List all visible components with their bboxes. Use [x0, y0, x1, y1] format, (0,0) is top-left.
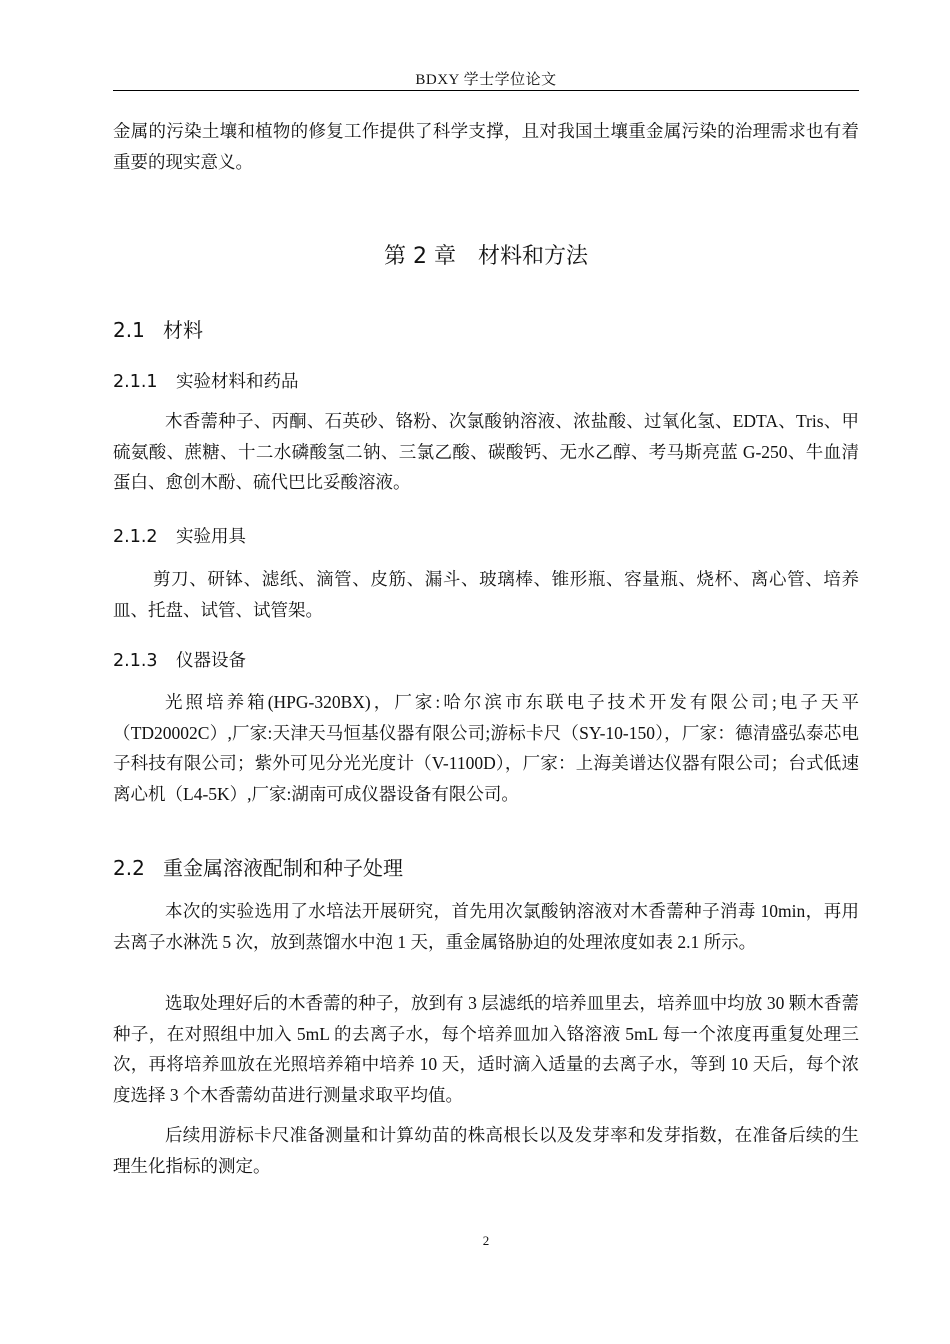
page-header: BDXY 学士学位论文 [415, 72, 557, 88]
method-paragraph-1: 本次的实验选用了水培法开展研究，首先用次氯酸钠溶液对木香薷种子消毒 10min，再用去离子水淋洗 5 次，放到蒸馏水中泡 1 天，重金属铬胁迫的处理浓度如表 2.1 所示。 [113, 901, 859, 952]
subsection-heading-2-1-3 [113, 648, 246, 674]
page-number: 2 [482, 1233, 490, 1248]
subsection-heading-2-1-2 [113, 524, 246, 550]
subsection-heading-2-1-1 [113, 369, 299, 395]
intro-paragraph: 金属的污染土壤和植物的修复工作提供了科学支撑，且对我国土壤重金属污染的治理需求也有着重要的现实意义。 [113, 121, 859, 172]
subsection-number: 2.1.1 [113, 372, 158, 392]
method-paragraph-2: 选取处理好后的木香薷的种子，放到有 3 层滤纸的培养皿里去，培养皿中均放 30 颗木香薷种子，在对照组中加入 5mL 的去离子水，每个培养皿加入铬溶液 5mL 每一个浓度再重复处理三次，再将培养皿放在光照培养箱中培养 10 天，适时滴入适量的去离子水，等到 10 天后，每个浓度选择 3 个木香薷幼苗进行测量求取平均值。 [113, 993, 859, 1105]
subsection-title: 实验材料和药品 [176, 372, 299, 392]
section-title: 重金属溶液配制和种子处理 [163, 856, 403, 880]
header-divider [113, 90, 859, 91]
tools-paragraph: 剪刀、研钵、滤纸、滴管、皮筋、漏斗、玻璃棒、锥形瓶、容量瓶、烧杯、离心管、培养皿、托盘、试管、试管架。 [113, 569, 859, 620]
equipment-paragraph: 光照培养箱(HPG-320BX)，厂家:哈尔滨市东联电子技术开发有限公司;电子天平（TD20002C）,厂家:天津天马恒基仪器有限公司;游标卡尺（SY-10-150），厂家：德清盛弘泰芯电子科技有限公司；紫外可见分光光度计（V-1100D），厂家：上海美谱达仪器有限公司；台式低速离心机（L4-5K）,厂家:湖南可成仪器设备有限公司。 [113, 692, 859, 804]
section-number: 2.1 [113, 318, 145, 342]
subsection-title: 仪器设备 [176, 651, 246, 671]
materials-paragraph: 木香薷种子、丙酮、石英砂、铬粉、次氯酸钠溶液、浓盐酸、过氧化氢、EDTA、Tris、甲硫氨酸、蔗糖、十二水磷酸氢二钠、三氯乙酸、碳酸钙、无水乙醇、考马斯亮蓝 G-250、牛血清蛋白、愈创木酚、硫代巴比妥酸溶液。 [113, 411, 859, 492]
section-heading-2-2 [113, 854, 403, 882]
section-title: 材料 [163, 318, 203, 342]
chapter-title: 材料和方法 [477, 244, 588, 269]
chapter-heading [113, 240, 859, 274]
subsection-number: 2.1.2 [113, 527, 158, 547]
method-paragraph-3: 后续用游标卡尺准备测量和计算幼苗的株高根长以及发芽率和发芽指数，在准备后续的生理生化指标的测定。 [113, 1125, 859, 1176]
chapter-number: 第 2 章 [384, 244, 456, 269]
subsection-title: 实验用具 [176, 527, 246, 547]
subsection-number: 2.1.3 [113, 651, 158, 671]
section-heading-2-1 [113, 316, 203, 344]
section-number: 2.2 [113, 856, 145, 880]
